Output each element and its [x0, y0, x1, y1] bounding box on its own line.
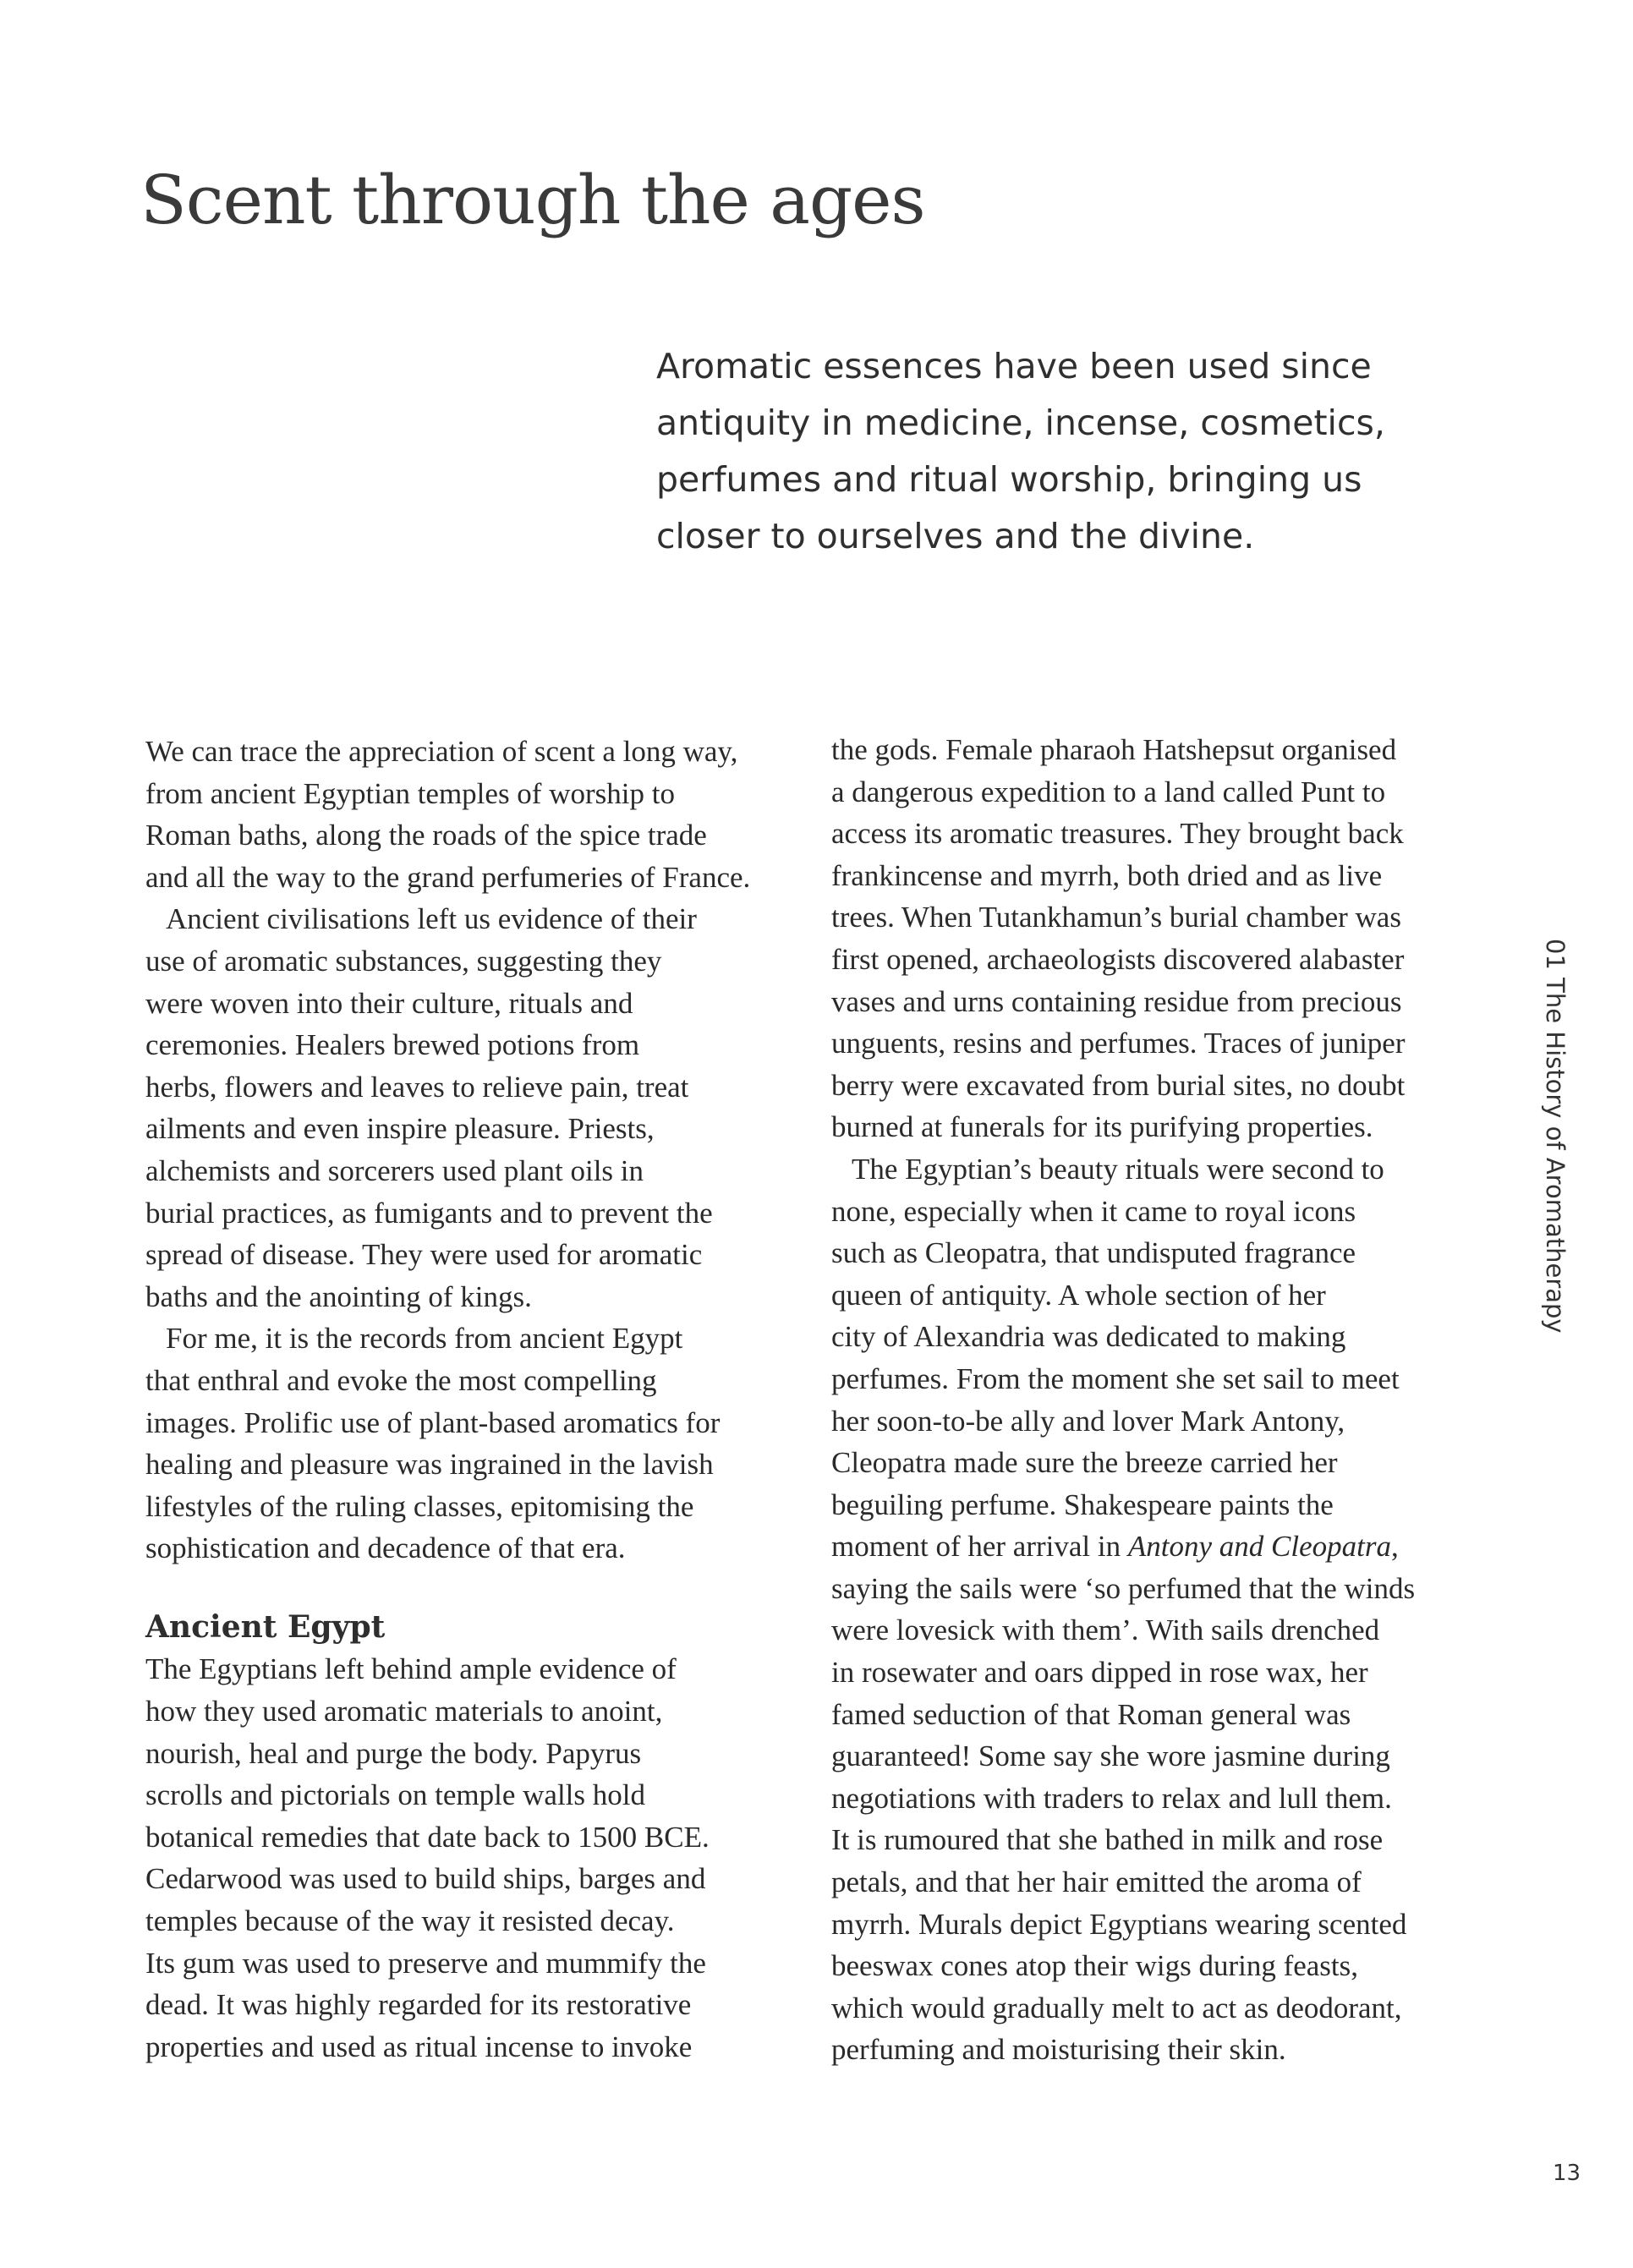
text-line: It is rumoured that she bathed in milk and rose	[831, 1823, 1384, 1857]
intro-line: perfumes and ritual worship, bringing us	[656, 459, 1362, 500]
text-line: herbs, flowers and leaves to relieve pain, treat	[145, 1070, 689, 1104]
text-line: her soon-to-be ally and lover Mark Antony,	[831, 1404, 1345, 1438]
text-line: guaranteed! Some say she wore jasmine during	[831, 1739, 1390, 1773]
text-line: ceremonies. Healers brewed potions from	[145, 1028, 640, 1062]
text-line: nourish, heal and purge the body. Papyrus	[145, 1736, 642, 1770]
right-column	[831, 729, 1508, 2071]
text-line: scrolls and pictorials on temple walls hold	[145, 1778, 646, 1812]
text-line: city of Alexandria was dedicated to making	[831, 1320, 1346, 1354]
text-line: berry were excavated from burial sites, no doubt	[831, 1068, 1406, 1102]
text-line: access its aromatic treasures. They brought back	[831, 817, 1404, 851]
text-line: Its gum was used to preserve and mummify the	[145, 1946, 706, 1980]
text-line: negotiations with traders to relax and lull them.	[831, 1781, 1392, 1815]
intro-paragraph	[656, 338, 1502, 565]
text-fragment: moment of her arrival in	[831, 1530, 1128, 1564]
page-title: Scent through the ages	[140, 161, 925, 239]
intro-line: Aromatic essences have been used since	[656, 346, 1372, 386]
text-line: The Egyptians left behind ample evidence of	[145, 1652, 677, 1686]
text-line: vases and urns containing residue from precious	[831, 984, 1402, 1018]
text-line: frankincense and myrrh, both dried and as live	[831, 858, 1383, 892]
text-fragment: ,	[1390, 1530, 1399, 1564]
text-line: which would gradually melt to act as deodorant,	[831, 1991, 1402, 2024]
text-line: such as Cleopatra, that undisputed fragrance	[831, 1236, 1356, 1270]
text-line: spread of disease. They were used for aromatic	[145, 1238, 703, 1272]
text-line: temples because of the way it resisted decay.	[145, 1904, 675, 1938]
text-line: in rosewater and oars dipped in rose wax, her	[831, 1656, 1368, 1690]
text-line: myrrh. Murals depict Egyptians wearing scented	[831, 1907, 1407, 1941]
paragraph	[831, 1148, 1508, 2071]
text-line: botanical remedies that date back to 1500 BCE.	[145, 1820, 710, 1854]
text-line: burned at funerals for its purifying properties.	[831, 1110, 1373, 1144]
text-line: The Egyptian’s beauty rituals were second to	[852, 1152, 1384, 1186]
paragraph	[831, 729, 1508, 1148]
text-line: Roman baths, along the roads of the spice trade	[145, 819, 707, 852]
text-line: healing and pleasure was ingrained in the lavish	[145, 1448, 714, 1482]
text-line: how they used aromatic materials to anoint,	[145, 1695, 663, 1728]
text-line: and all the way to the grand perfumeries of France.	[145, 860, 751, 894]
intro-line: closer to ourselves and the divine.	[656, 516, 1255, 556]
text-line: perfumes. From the moment she set sail to meet	[831, 1361, 1400, 1395]
text-line: Ancient civilisations left us evidence of their	[166, 902, 697, 936]
text-line: Cedarwood was used to build ships, barges and	[145, 1862, 706, 1896]
page-number: 13	[1553, 2161, 1581, 2186]
text-line: properties and used as ritual incense to invoke	[145, 2030, 693, 2063]
text-line: were woven into their culture, rituals and	[145, 986, 633, 1020]
text-line: ailments and even inspire pleasure. Priests,	[145, 1112, 655, 1146]
paragraph	[145, 1318, 822, 1570]
text-line: alchemists and sorcerers used plant oils in	[145, 1153, 644, 1187]
paragraph	[145, 731, 822, 898]
text-line: lifestyles of the ruling classes, epitomising the	[145, 1489, 694, 1523]
text-line: that enthral and evoke the most compelling	[145, 1363, 657, 1397]
text-line: sophistication and decadence of that era.	[145, 1531, 626, 1565]
text-line: trees. When Tutankhamun’s burial chamber was	[831, 901, 1401, 934]
left-column	[145, 731, 822, 2068]
text-line: For me, it is the records from ancient Egypt	[166, 1322, 683, 1356]
intro-line: antiquity in medicine, incense, cosmetics,	[656, 403, 1385, 443]
text-line: unguents, resins and perfumes. Traces of juniper	[831, 1027, 1406, 1060]
text-line: were lovesick with them’. With sails drenched	[831, 1613, 1380, 1647]
play-title: Antony and Cleopatra	[1127, 1530, 1391, 1564]
text-line: baths and the anointing of kings.	[145, 1279, 532, 1313]
text-line: We can trace the appreciation of scent a long way,	[145, 735, 738, 768]
text-line: saying the sails were ‘so perfumed that the winds	[831, 1571, 1416, 1605]
section-heading: Ancient Egypt	[145, 1608, 386, 1645]
text-line: images. Prolific use of plant-based aromatics for	[145, 1405, 721, 1439]
text-line: Cleopatra made sure the breeze carried her	[831, 1446, 1338, 1480]
text-line: dead. It was highly regarded for its restorative	[145, 1988, 692, 2022]
text-line: perfuming and moisturising their skin.	[831, 2033, 1286, 2067]
text-line	[831, 1526, 1508, 1568]
text-line: a dangerous expedition to a land called Punt to	[831, 775, 1386, 808]
text-line: none, especially when it came to royal icons	[831, 1194, 1356, 1228]
text-line: first opened, archaeologists discovered alabaster	[831, 942, 1405, 976]
text-line: queen of antiquity. A whole section of her	[831, 1278, 1326, 1312]
text-line: petals, and that her hair emitted the aroma of	[831, 1865, 1362, 1899]
text-line: famed seduction of that Roman general was	[831, 1697, 1351, 1731]
text-line: the gods. Female pharaoh Hatshepsut organised	[831, 733, 1397, 766]
text-line: burial practices, as fumigants and to prevent the	[145, 1196, 713, 1230]
paragraph	[145, 898, 822, 1318]
text-line: use of aromatic substances, suggesting they	[145, 944, 662, 978]
chapter-side-label: 01 The History of Aromatherapy	[1541, 939, 1570, 1334]
text-line: beguiling perfume. Shakespeare paints the	[831, 1487, 1334, 1521]
text-line: beeswax cones atop their wigs during feasts,	[831, 1949, 1359, 1983]
paragraph	[145, 1648, 822, 2068]
text-line: from ancient Egyptian temples of worship to	[145, 776, 675, 810]
